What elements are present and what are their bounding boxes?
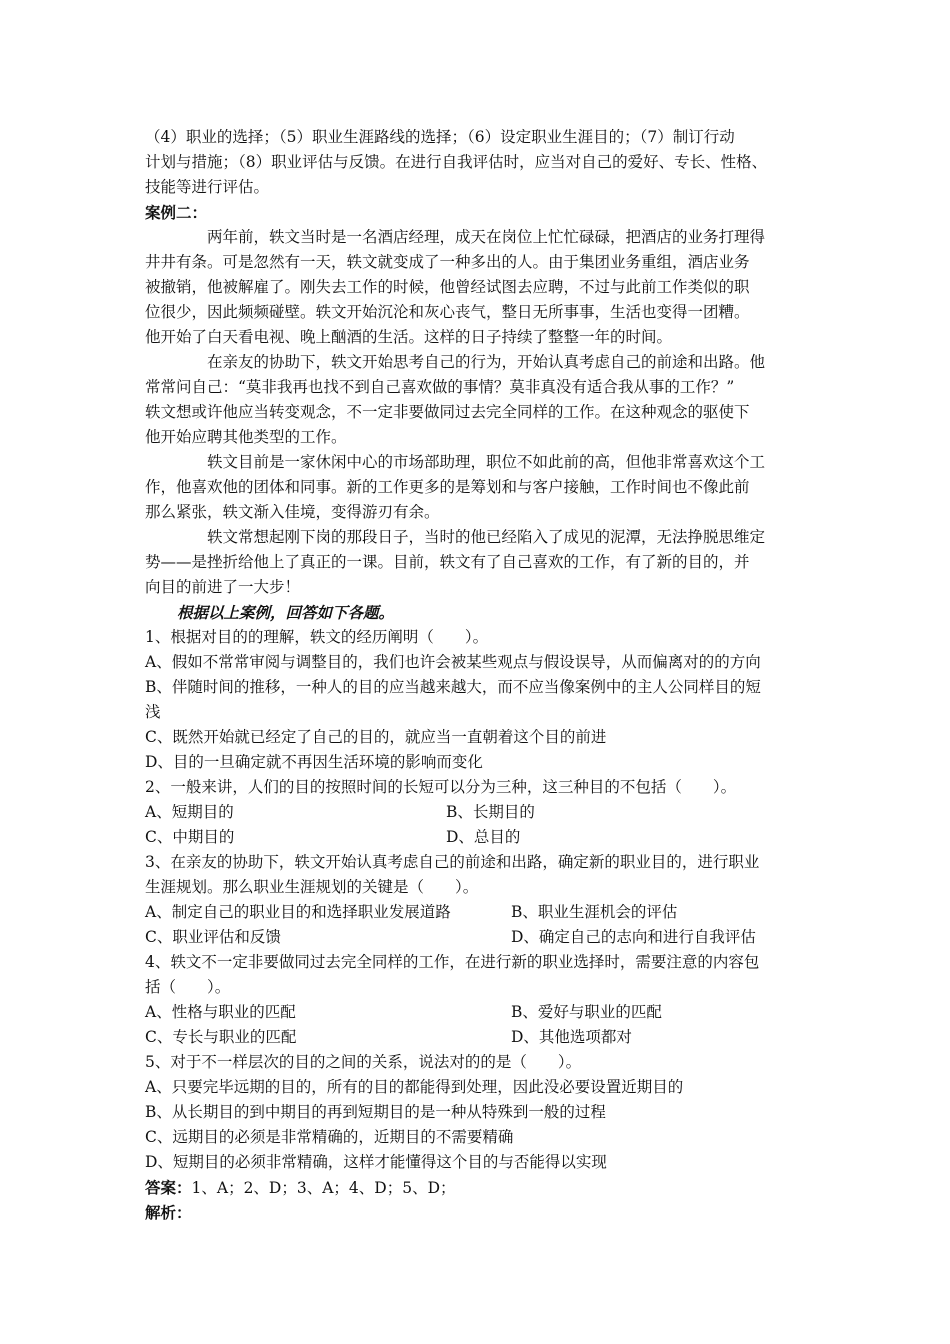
option-b: B、职业生涯机会的评估 (511, 903, 678, 921)
case-line: 向目的前进了一大步！ (145, 578, 301, 596)
case-line: 那么紧张，轶文渐入佳境，变得游刃有余。 (145, 503, 440, 521)
option-row (145, 825, 815, 850)
question-stem: 4、轶文不一定非要做同过去完全同样的工作，在进行新的职业选择时，需要注意的内容包 (145, 953, 760, 971)
case-line: 两年前，轶文当时是一名酒店经理，成天在岗位上忙忙碌碌，把酒店的业务打理得 (207, 228, 766, 246)
case-line: 他开始应聘其他类型的工作。 (145, 428, 347, 446)
option-d: D、目的一旦确定就不再因生活环境的影响而变化 (145, 753, 483, 771)
option-row (145, 1025, 815, 1050)
question-stem-continued: 生涯规划。那么职业生涯规划的关键是（ ）。 (145, 878, 479, 896)
case-line: 位很少，因此频频碰壁。轶文开始沉沦和灰心丧气，整日无所事事，生活也变得一团糟。 (145, 303, 750, 321)
case-line: 轶文目前是一家休闲中心的市场部助理，职位不如此前的高，但他非常喜欢这个工 (207, 453, 766, 471)
case-line: 轶文想或许他应当转变观念，不一定非要做同过去完全同样的工作。在这种观念的驱使下 (145, 403, 750, 421)
option-d: D、其他选项都对 (511, 1028, 632, 1046)
option-a: A、制定自己的职业目的和选择职业发展道路 (145, 903, 451, 921)
question-4 (145, 950, 815, 1050)
case-line: 作，他喜欢他的团体和同事。新的工作更多的是筹划和与客户接触，工作时间也不像此前 (145, 478, 750, 496)
question-3 (145, 850, 815, 950)
option-row (145, 800, 815, 825)
option-a: A、只要完毕远期的目的，所有的目的都能得到处理，因此没必要设置近期目的 (145, 1078, 684, 1096)
option-d: D、确定自己的志向和进行自我评估 (511, 928, 756, 946)
option-d: D、总目的 (446, 828, 521, 846)
question-stem: 3、在亲友的协助下，轶文开始认真考虑自己的前途和出路，确定新的职业目的，进行职业 (145, 853, 760, 871)
option-d: D、短期目的必须非常精确，这样才能懂得这个目的与否能得以实现 (145, 1153, 607, 1171)
case-paragraph-1 (145, 225, 815, 350)
question-5 (145, 1050, 815, 1175)
case-line: 井井有条。可是忽然有一天，轶文就变成了一种多出的人。由于集团业务重组，酒店业务 (145, 253, 750, 271)
option-b: B、爱好与职业的匹配 (511, 1003, 662, 1021)
intro-line: （4）职业的选择；（5）职业生涯路线的选择；（6）设定职业生涯目的；（7）制订行动 (145, 128, 735, 146)
case-paragraph-2 (145, 350, 815, 450)
intro-paragraph (145, 125, 815, 200)
case-line: 在亲友的协助下，轶文开始思考自己的行为，开始认真考虑自己的前途和出路。他 (207, 353, 766, 371)
case-paragraph-4 (145, 525, 815, 600)
case-line: 他开始了白天看电视、晚上酗酒的生活。这样的日子持续了整整一年的时间。 (145, 328, 673, 346)
questions-prompt: 根据以上案例，回答如下各题。 (177, 603, 395, 622)
case-heading: 案例二： (145, 203, 208, 222)
option-a: A、性格与职业的匹配 (145, 1003, 296, 1021)
option-c: C、既然开始就已经定了自己的目的，就应当一直朝着这个目的前进 (145, 728, 607, 746)
analysis-label: 解析： (145, 1203, 192, 1222)
case-line: 轶文常想起刚下岗的那段日子，当时的他已经陷入了成见的泥潭，无法挣脱思维定 (207, 528, 766, 546)
intro-line: 技能等进行评估。 (145, 178, 270, 196)
document-page (145, 125, 815, 1225)
option-c: C、职业评估和反馈 (145, 928, 281, 946)
option-c: C、中期目的 (145, 828, 235, 846)
option-b: B、伴随时间的推移，一种人的目的应当越来越大，而不应当像案例中的主人公同样目的短 (145, 678, 761, 696)
option-c: C、专长与职业的匹配 (145, 1028, 297, 1046)
option-a: A、假如不常常审阅与调整目的，我们也许会被某些观点与假设误导，从而偏离对的的方向 (145, 653, 761, 671)
option-row (145, 925, 815, 950)
option-b-continued: 浅 (145, 703, 161, 721)
case-line: 常常问自己：“莫非我再也找不到自己喜欢做的事情？莫非真没有适合我从事的工作？” (145, 378, 735, 396)
option-b: B、从长期目的到中期目的再到短期目的是一种从特殊到一般的过程 (145, 1103, 606, 1121)
question-stem: 2、一般来讲，人们的目的按照时间的长短可以分为三种，这三种目的不包括（ ）。 (145, 778, 737, 796)
question-stem: 1、根据对目的的理解，轶文的经历阐明（ ）。 (145, 628, 489, 646)
case-paragraph-3 (145, 450, 815, 525)
answer-line (145, 1175, 815, 1200)
case-line: 势——是挫折给他上了真正的一课。目前，轶文有了自己喜欢的工作，有了新的目的，并 (145, 553, 750, 571)
question-1 (145, 625, 815, 775)
option-row (145, 900, 815, 925)
case-line: 被撤销，他被解雇了。刚失去工作的时候，他曾经试图去应聘，不过与此前工作类似的职 (145, 278, 750, 296)
intro-line: 计划与措施；（8）职业评估与反馈。在进行自我评估时，应当对自己的爱好、专长、性格、 (145, 153, 768, 171)
question-2 (145, 775, 815, 850)
option-c: C、远期目的必须是非常精确的，近期目的不需要精确 (145, 1128, 514, 1146)
option-b: B、长期目的 (446, 803, 535, 821)
option-row (145, 1000, 815, 1025)
option-a: A、短期目的 (145, 803, 234, 821)
answer-text: 1、A；2、D；3、A；4、D；5、D； (191, 1179, 456, 1197)
question-stem: 5、对于不一样层次的目的之间的关系，说法对的的是（ ）。 (145, 1053, 582, 1071)
answer-label: 答案： (145, 1178, 192, 1197)
question-stem-continued: 括（ ）。 (145, 978, 231, 996)
